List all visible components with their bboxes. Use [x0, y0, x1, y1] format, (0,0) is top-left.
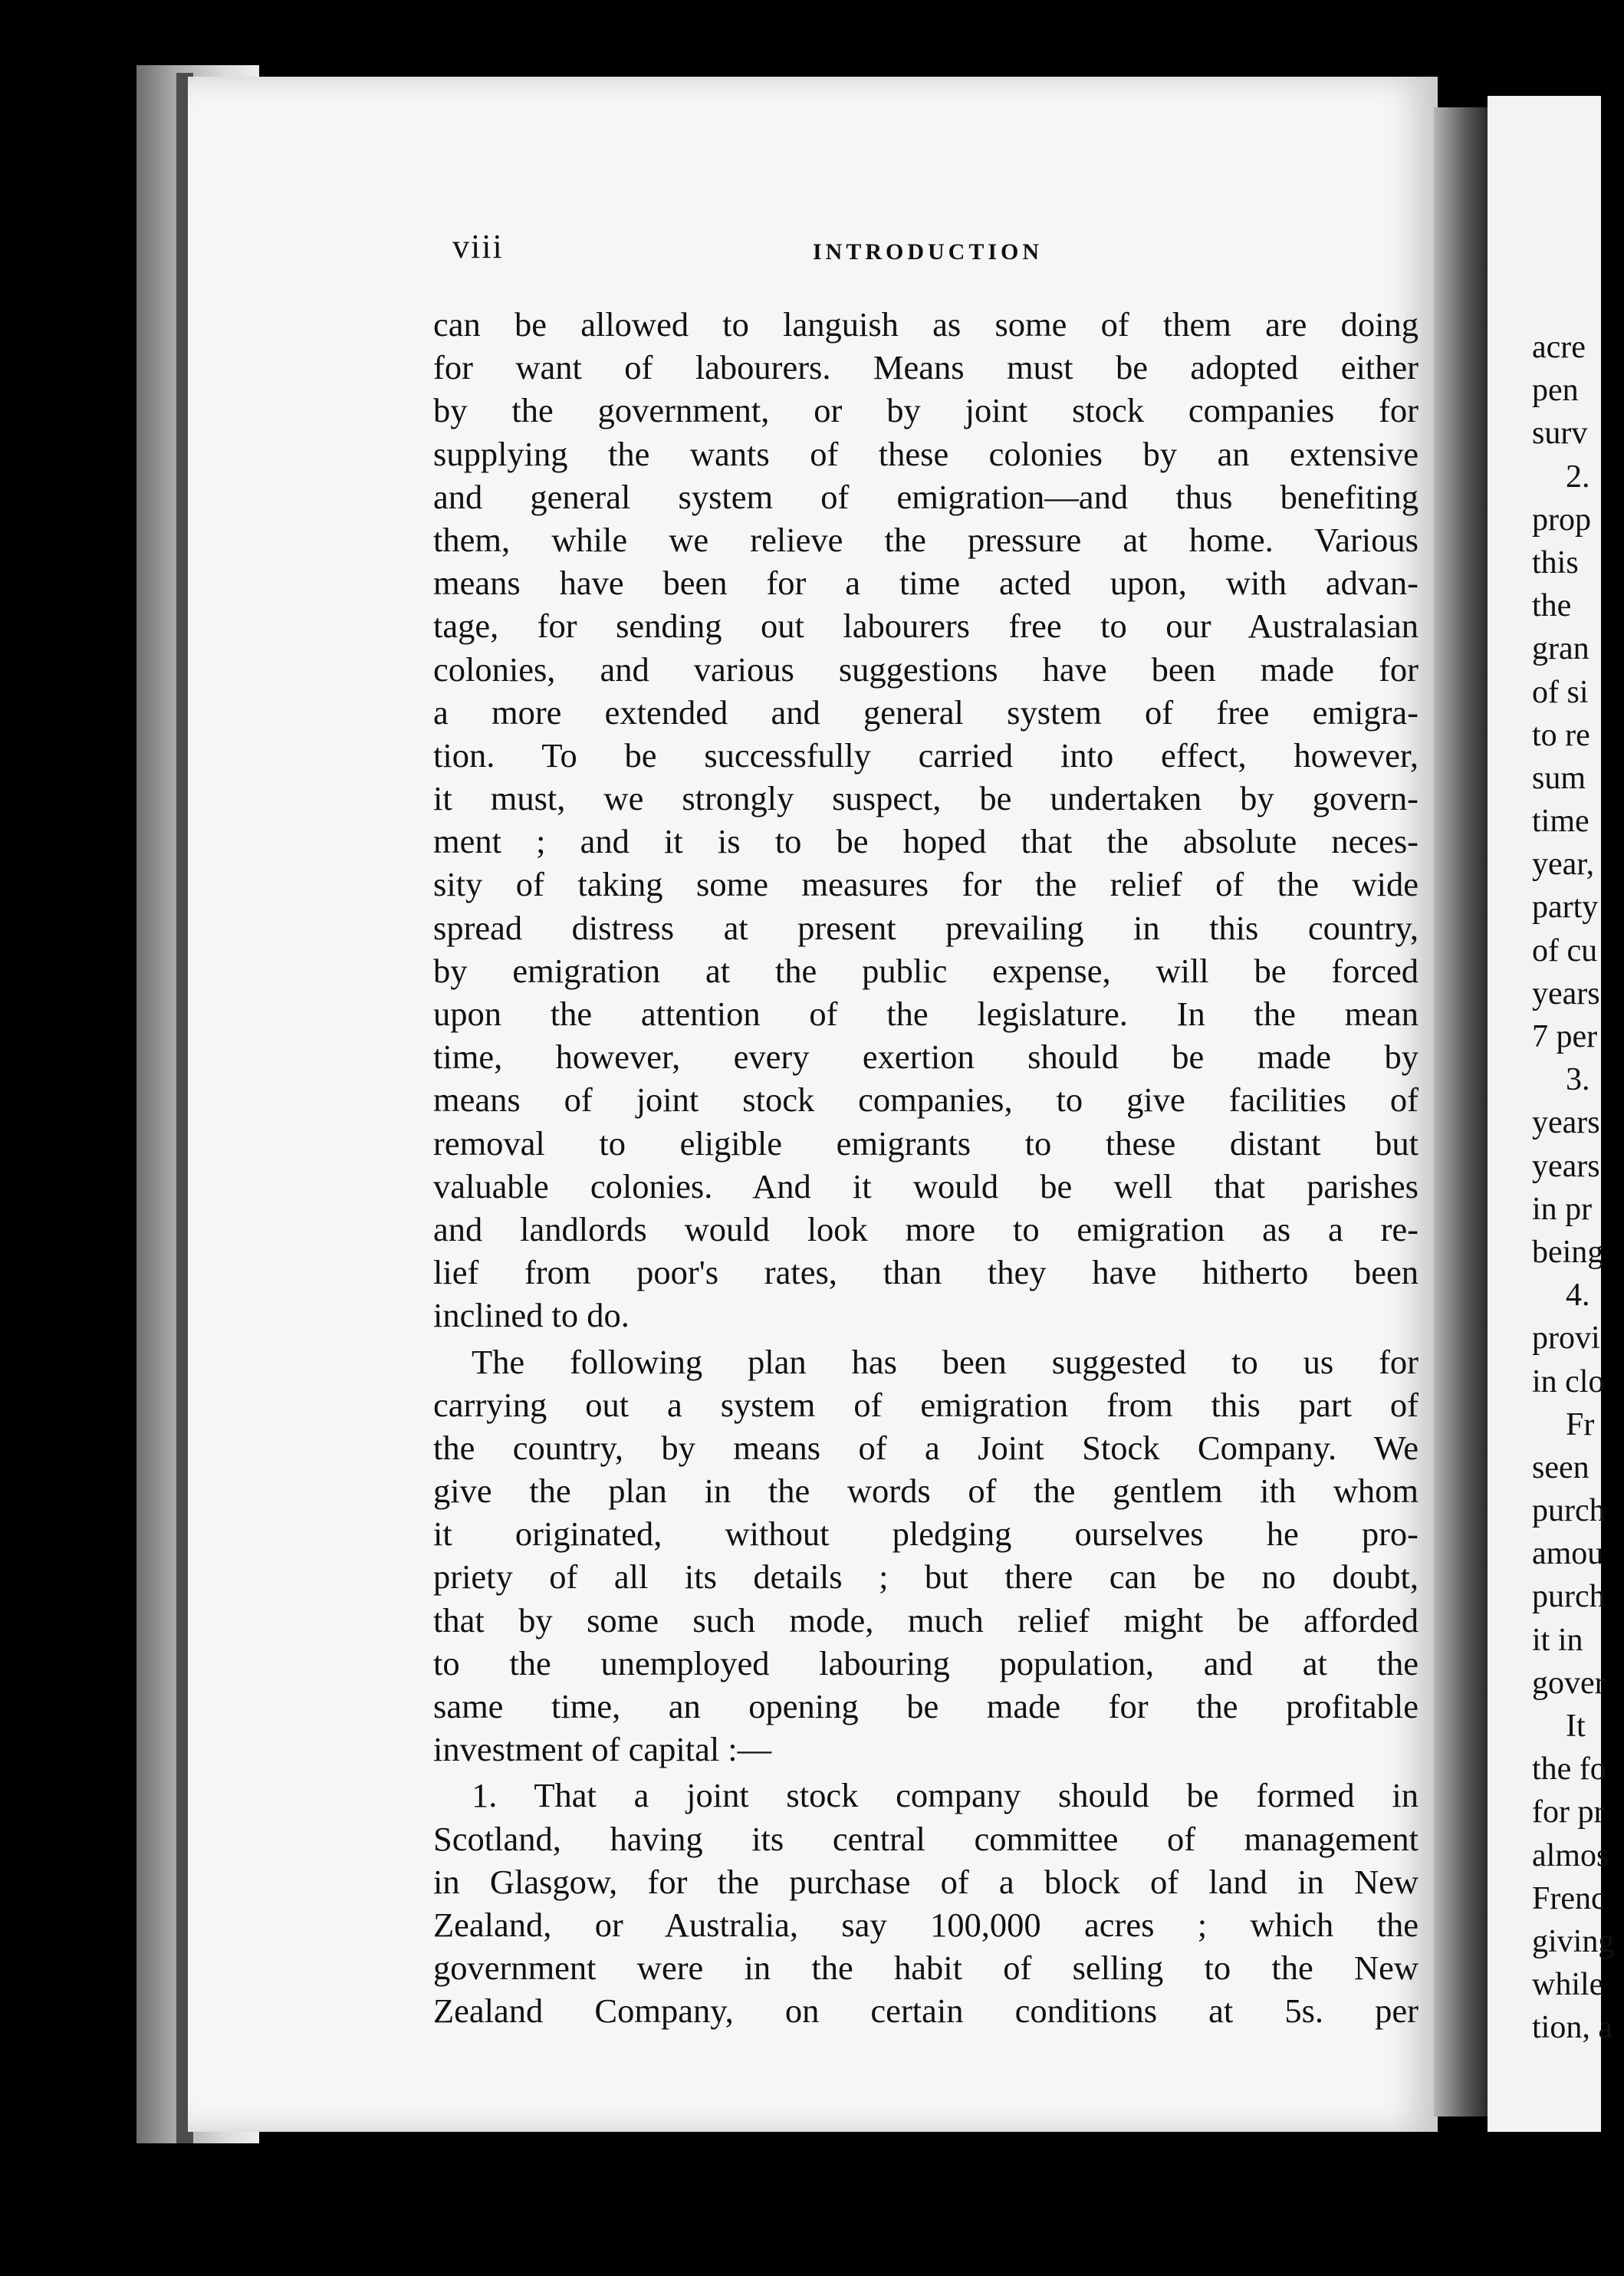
text-line: tion. To be successfully carried into effect, however,: [433, 735, 1419, 775]
facing-text-line: 3.: [1566, 1062, 1590, 1098]
facing-text-line: time: [1532, 804, 1589, 840]
text-line: removal to eligible emigrants to these distant but: [433, 1123, 1419, 1163]
facing-text-line: Fr: [1566, 1406, 1595, 1442]
facing-text-line: Frenc: [1532, 1880, 1606, 1916]
page-header: [452, 227, 1388, 273]
text-line: and general system of emigration—and thus benefiting: [433, 477, 1419, 516]
facing-text-line: for pr: [1532, 1794, 1605, 1830]
facing-text-line: giving: [1532, 1923, 1615, 1959]
facing-text-line: sum: [1532, 760, 1586, 796]
text-line: lief from poor's rates, than they have hitherto been: [433, 1253, 1419, 1292]
text-line: means of joint stock companies, to give facilities of: [433, 1080, 1419, 1120]
body-text: [433, 303, 1419, 2033]
facing-text-line: years: [1532, 1148, 1600, 1184]
facing-text-line: party: [1532, 890, 1599, 926]
facing-text-line: gover: [1532, 1665, 1606, 1701]
facing-text-line: of si: [1532, 674, 1589, 710]
facing-text-line: it in: [1532, 1622, 1583, 1658]
facing-text-line: to re: [1532, 717, 1590, 753]
text-line: priety of all its details ; but there can be no doubt,: [433, 1557, 1419, 1597]
text-line: it originated, without pledging ourselves he pro-: [433, 1515, 1419, 1554]
text-line: tage, for sending out labourers free to our Australasian: [433, 607, 1419, 646]
facing-text-line: prop: [1532, 502, 1591, 538]
facing-text-line: pen: [1532, 373, 1579, 409]
text-line: supplying the wants of these colonies by an extensive: [433, 434, 1419, 473]
text-line: the country, by means of a Joint Stock Company. We: [433, 1428, 1419, 1467]
text-line: Zealand Company, on certain conditions at 5s. per: [433, 1992, 1419, 2031]
facing-text-line: acre: [1532, 330, 1586, 365]
facing-text-line: almos: [1532, 1837, 1609, 1873]
text-line: valuable colonies. And it would be well that parishes: [433, 1166, 1419, 1205]
facing-page-text-fragment: [1532, 326, 1624, 2050]
page-number: viii: [452, 228, 504, 265]
text-line: sity of taking some measures for the relief of the wide: [433, 865, 1419, 904]
text-line: means have been for a time acted upon, with advan-: [433, 564, 1419, 603]
facing-text-line: years: [1532, 975, 1600, 1011]
facing-text-line: purch: [1532, 1493, 1606, 1529]
facing-text-line: amou: [1532, 1536, 1604, 1572]
text-line: them, while we relieve the pressure at home. Various: [433, 520, 1419, 559]
text-line: inclined to do.: [433, 1296, 630, 1335]
facing-text-line: of cu: [1532, 932, 1598, 969]
text-line: by emigration at the public expense, will be forced: [433, 951, 1419, 990]
facing-text-line: 2.: [1566, 459, 1590, 495]
text-line: time, however, every exertion should be made by: [433, 1038, 1419, 1077]
facing-text-line: provi: [1532, 1321, 1600, 1357]
facing-text-line: in clo: [1532, 1363, 1605, 1399]
facing-text-line: year,: [1532, 847, 1595, 883]
facing-text-line: surv: [1532, 416, 1588, 452]
running-title: INTRODUCTION: [813, 239, 1044, 265]
facing-text-line: years: [1532, 1105, 1600, 1141]
text-line: Scotland, having its central committee of management: [433, 1819, 1419, 1858]
facing-text-line: seen: [1532, 1449, 1589, 1485]
text-line: give the plan in the words of the gentlem ith whom: [433, 1472, 1419, 1511]
text-line: carrying out a system of emigration from this part of: [433, 1385, 1419, 1424]
text-line: and landlords would look more to emigration as a re-: [433, 1209, 1419, 1248]
facing-text-line: while: [1532, 1967, 1604, 2003]
text-line: government were in the habit of selling to the New: [433, 1949, 1419, 1988]
text-line: that by some such mode, much relief might be afforded: [433, 1600, 1419, 1640]
page-gutter: [1434, 107, 1488, 2116]
facing-text-line: this: [1532, 544, 1579, 581]
text-line: Zealand, or Australia, say 100,000 acres ; which the: [433, 1905, 1419, 1944]
facing-text-line: 4.: [1566, 1278, 1590, 1314]
facing-text-line: tion, a: [1532, 2010, 1612, 2046]
text-line: by the government, or by joint stock companies for: [433, 391, 1419, 430]
facing-text-line: It: [1566, 1709, 1586, 1744]
text-line: ment ; and it is to be hoped that the absolute neces-: [433, 822, 1419, 861]
text-line: it must, we strongly suspect, be undertaken by govern-: [433, 779, 1419, 818]
facing-text-line: in pr: [1532, 1191, 1593, 1227]
text-line: can be allowed to languish as some of them are doing: [433, 305, 1419, 344]
facing-text-line: the fo: [1532, 1751, 1606, 1788]
facing-text-line: being: [1532, 1234, 1604, 1270]
facing-text-line: the: [1532, 588, 1572, 624]
text-line: upon the attention of the legislature. In the mean: [433, 995, 1419, 1033]
facing-text-line: 7 per: [1532, 1019, 1598, 1054]
text-line: colonies, and various suggestions have been made for: [433, 650, 1419, 689]
text-line: The following plan has been suggested to us for: [472, 1342, 1419, 1381]
text-line: same time, an opening be made for the profitable: [433, 1687, 1419, 1725]
text-line: to the unemployed labouring population, and at the: [433, 1643, 1419, 1682]
text-line: investment of capital :—: [433, 1730, 772, 1769]
text-line: spread distress at present prevailing in this country,: [433, 908, 1419, 947]
text-line: for want of labourers. Means must be adopted either: [433, 348, 1419, 387]
text-line: a more extended and general system of free emigra-: [433, 692, 1419, 732]
facing-text-line: purch: [1532, 1579, 1606, 1615]
text-line: in Glasgow, for the purchase of a block of land in New: [433, 1862, 1419, 1901]
text-line: 1. That a joint stock company should be formed in: [472, 1776, 1419, 1815]
facing-text-line: gran: [1532, 631, 1589, 667]
